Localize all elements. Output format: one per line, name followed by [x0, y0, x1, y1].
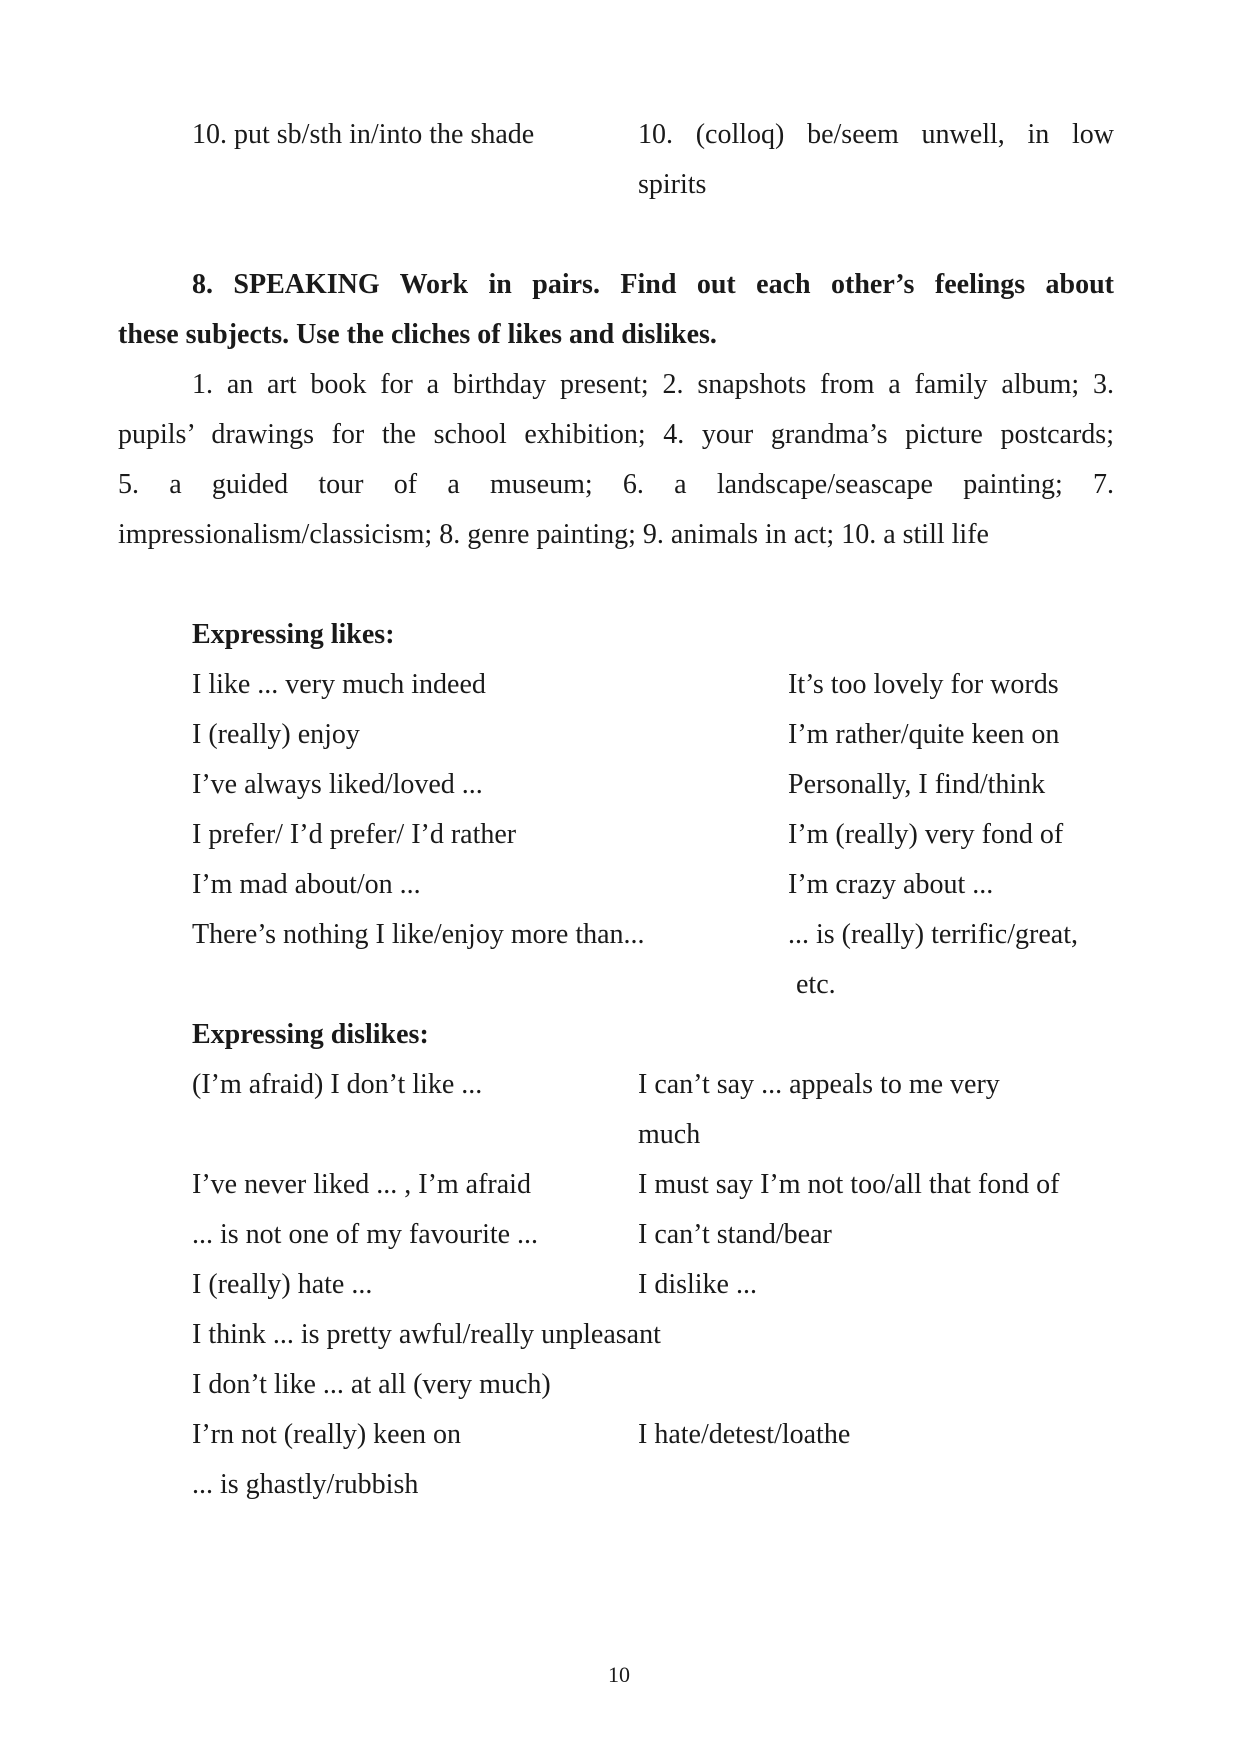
- like-phrase: I’m crazy about ...: [788, 869, 994, 900]
- like-phrase: etc.: [796, 969, 836, 1000]
- dislike-phrase: I can’t say ... appeals to me very: [638, 1069, 1000, 1100]
- like-phrase: I (really) enjoy: [192, 719, 360, 750]
- dislike-phrase: ... is not one of my favourite ...: [192, 1219, 539, 1250]
- dislike-phrase: I’rn not (really) keen on: [192, 1419, 461, 1450]
- dislikes-heading: Expressing dislikes:: [192, 1019, 429, 1050]
- like-phrase: There’s nothing I like/enjoy more than...: [192, 919, 645, 950]
- likes-heading: Expressing likes:: [192, 619, 395, 650]
- dislike-phrase: I don’t like ... at all (very much): [192, 1369, 551, 1400]
- dislike-phrase: I think ... is pretty awful/really unpleasant: [192, 1319, 661, 1350]
- like-phrase: I prefer/ I’d prefer/ I’d rather: [192, 819, 517, 850]
- subjects-line: impressionalism/classicism; 8. genre painting; 9. animals in act; 10. a still life: [118, 519, 989, 550]
- like-phrase: I like ... very much indeed: [192, 669, 486, 700]
- exercise-heading-line1: 8. SPEAKING Work in pairs. Find out each other’s feelings about: [192, 269, 1114, 300]
- like-phrase: ... is (really) terrific/great,: [788, 919, 1078, 950]
- dislike-phrase: I dislike ...: [638, 1269, 757, 1300]
- matching-item-right-line1: 10. (colloq) be/seem unwell, in low: [638, 119, 1114, 150]
- dislike-phrase: much: [638, 1119, 701, 1150]
- exercise-heading-line2: these subjects. Use the cliches of likes and dislikes.: [118, 319, 717, 350]
- dislike-phrase: ... is ghastly/rubbish: [192, 1469, 419, 1500]
- dislike-phrase: I can’t stand/bear: [638, 1219, 832, 1250]
- dislike-phrase: I’ve never liked ... , I’m afraid: [192, 1169, 531, 1200]
- page-number: 10: [608, 1662, 630, 1687]
- like-phrase: I’m (really) very fond of: [788, 819, 1064, 850]
- subjects-line: 1. an art book for a birthday present; 2. snapshots from a family album; 3.: [192, 369, 1114, 400]
- dislike-phrase: I hate/detest/loathe: [638, 1419, 851, 1450]
- like-phrase: I’m rather/quite keen on: [788, 719, 1060, 750]
- dislike-phrase: I (really) hate ...: [192, 1269, 373, 1300]
- dislike-phrase: I must say I’m not too/all that fond of: [638, 1169, 1060, 1200]
- subjects-line: pupils’ drawings for the school exhibition; 4. your grandma’s picture postcards;: [118, 419, 1114, 450]
- matching-item-right-line2: spirits: [638, 169, 707, 200]
- like-phrase: Personally, I find/think: [788, 769, 1046, 800]
- dislike-phrase: (I’m afraid) I don’t like ...: [192, 1069, 483, 1100]
- matching-item-left: 10. put sb/sth in/into the shade: [192, 119, 535, 150]
- like-phrase: I’ve always liked/loved ...: [192, 769, 483, 800]
- like-phrase: I’m mad about/on ...: [192, 869, 421, 900]
- subjects-line: 5. a guided tour of a museum; 6. a landscape/seascape painting; 7.: [118, 469, 1114, 500]
- like-phrase: It’s too lovely for words: [788, 669, 1059, 700]
